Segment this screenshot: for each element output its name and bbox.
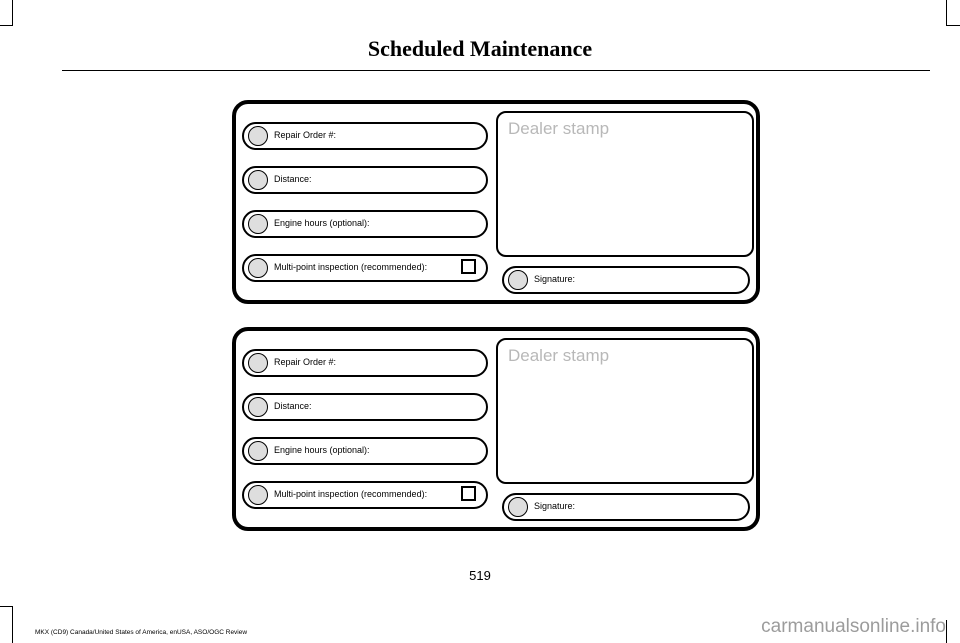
inspection-field [242,481,488,509]
maintenance-record-2 [232,327,760,531]
circle-icon [508,270,528,290]
engine-hours-field[interactable] [242,210,488,238]
inspection-checkbox[interactable] [461,486,476,501]
circle-icon [248,214,268,234]
page-number: 519 [469,568,491,583]
repair-order-label: Repair Order #: [274,357,337,367]
inspection-field [242,254,488,282]
circle-icon [248,441,268,461]
engine-hours-label: Engine hours (optional): [274,218,370,228]
dealer-stamp-box [496,111,754,257]
circle-icon [248,397,268,417]
repair-order-field[interactable] [242,349,488,377]
crop-mark-top-left-h [0,25,13,26]
signature-label: Signature: [534,274,576,284]
footer-doc-info: MKX (CD9) Canada/United States of America, enUSA, ASO/OGC Review [35,629,248,636]
distance-label: Distance: [274,401,312,411]
signature-field[interactable] [502,266,750,294]
dealer-stamp-label: Dealer stamp [508,346,610,365]
crop-mark-bottom-left-h [0,606,13,607]
crop-mark-top-left-v [12,0,13,26]
repair-order-field[interactable] [242,122,488,150]
distance-field[interactable] [242,393,488,421]
crop-mark-top-right-v [946,0,947,26]
circle-icon [508,497,528,517]
page-title: Scheduled Maintenance [367,36,593,61]
circle-icon [248,353,268,373]
circle-icon [248,258,268,278]
maintenance-record-1 [232,100,760,304]
dealer-stamp-box [496,338,754,484]
watermark: carmanualsonline.info [761,616,946,637]
header-rule [62,70,930,71]
distance-field[interactable] [242,166,488,194]
inspection-label: Multi-point inspection (recommended): [274,262,428,272]
signature-label: Signature: [534,501,576,511]
crop-mark-top-right-h [946,25,960,26]
dealer-stamp-label: Dealer stamp [508,119,610,138]
engine-hours-label: Engine hours (optional): [274,445,370,455]
circle-icon [248,170,268,190]
circle-icon [248,485,268,505]
inspection-checkbox[interactable] [461,259,476,274]
repair-order-label: Repair Order #: [274,130,337,140]
distance-label: Distance: [274,174,312,184]
signature-field[interactable] [502,493,750,521]
engine-hours-field[interactable] [242,437,488,465]
circle-icon [248,126,268,146]
crop-mark-bottom-right-v [946,620,947,643]
crop-mark-bottom-left-v [12,606,13,643]
inspection-label: Multi-point inspection (recommended): [274,489,428,499]
